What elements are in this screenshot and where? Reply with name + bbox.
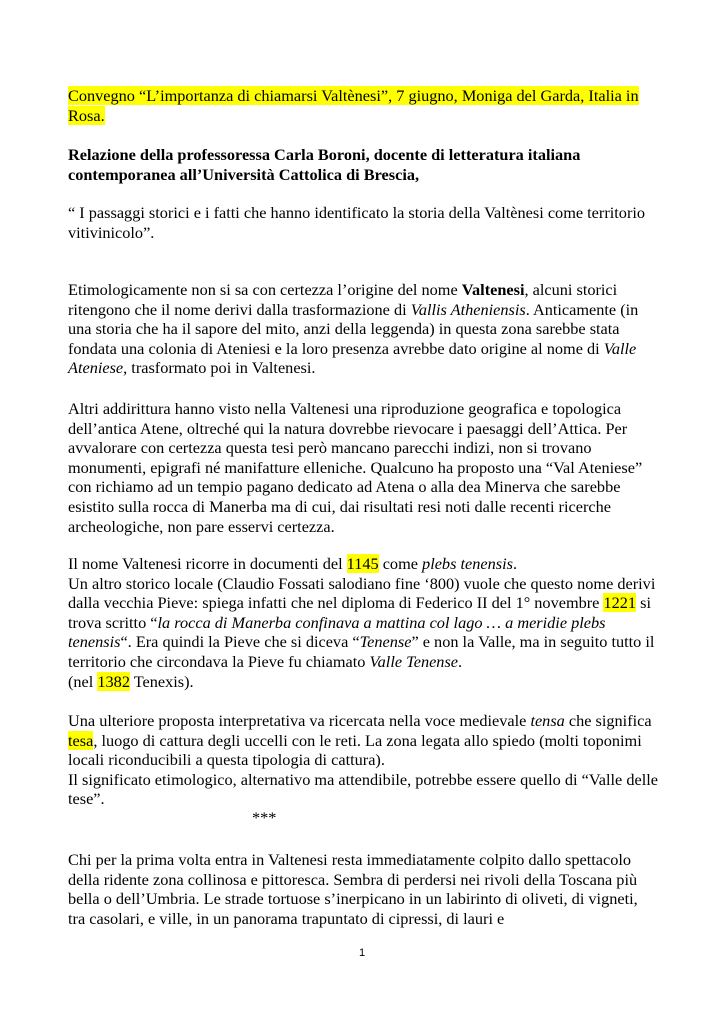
tesa-highlight: tesa	[68, 730, 94, 750]
paragraph-documents: Il nome Valtenesi ricorre in documenti del 1145 come plebs tenensis. Un altro storico locale (Claudio Fossati salodiano fine ‘800) vuole che questo nome derivi dalla vecchia Pieve: spiega infatti che nel diploma di Federico II del 1° novembre 1221 si trova scritto “la rocca di Manerba confinava a mattina col lago … a meridie plebs tenensis“. Era quindi la Pieve che si diceva “Tenense” e non la Valle, ma in seguito tutto il territorio che circondava la Pieve fu chiamato Valle Tenense. (nel 1382 Tenexis).	[68, 554, 656, 691]
section-separator: ***	[252, 808, 277, 827]
tensa-italic: tensa	[530, 711, 565, 730]
paragraph-landscape: Chi per la prima volta entra in Valtenesi resta immediatamente colpito dallo spettacolo della ridente zona collinosa e pittoresca. Sembra di perdersi nei rivoli della Toscana più bella o dell’Umbria. Le strade tortuose s’inerpicano in un labirinto di oliveti, di vigneti, tra casolari, e ville, in un panorama trapuntato di cipressi, di lauri e	[68, 850, 638, 928]
conference-title-highlight: Convegno “L’importanza di chiamarsi Valtènesi”, 7 giugno, Moniga del Garda, Italia in Rosa.	[68, 86, 639, 125]
year-1382: 1382	[97, 671, 130, 691]
talk-title-quote: “ I passaggi storici e i fatti che hanno identificato la storia della Valtènesi come territorio vitivinicolo”.	[68, 203, 646, 242]
paragraph-athens: Altri addirittura hanno visto nella Valtenesi una riproduzione geografica e topologica dell’antica Atene, oltreché qui la natura dovrebbe rievocare i paesaggi dell’Attica. Per avvalorare con certezza questa tesi però mancano parecchi indizi, non si trovano monumenti, epigrafi né manifatture elleniche. Qualcuno ha proposto una “Val Ateniese” con richiamo ad un tempio pagano dedicato ad Atena o alla dea Minerva che sarebbe esistito sulla rocca di Manerba ma di cui, dai risultati resi noti dalle recenti ricerche archeologiche, non pare esservi certezza.	[68, 399, 643, 536]
paragraph-tensa: Una ulteriore proposta interpretativa va ricercata nella voce medievale tensa che significa tesa, luogo di cattura degli uccelli con le reti. La zona legata allo spiedo (molti toponimi locali riconducibili a questa tipologia di cattura). Il significato etimologico, alternativo ma attendibile, potrebbe essere quello di “Valle delle tese”.	[68, 711, 658, 809]
year-1145: 1145	[346, 554, 379, 573]
year-1221: 1221	[603, 593, 637, 613]
page-number: 1	[358, 947, 366, 959]
vallis-atheniensis-italic: Vallis Atheniensis	[410, 299, 526, 319]
paragraph-etymology: Etimologicamente non si sa con certezza l’origine del nome Valtenesi, alcuni storici ritengono che il nome derivi dalla trasformazione di Vallis Atheniensis. Anticamente (in una storia che ha il sapore del mito, anzi della leggenda) in questa zona sarebbe stata fondata una colonia di Ateniesi e la loro presenza avrebbe dato origine al nome di Valle Ateniese, trasformato poi in Valtenesi.	[68, 280, 639, 378]
speaker-heading: Relazione della professoressa Carla Boroni, docente di letteratura italiana contemporanea all’Università Cattolica di Brescia,	[68, 145, 581, 184]
valtenesi-bold: Valtenesi	[461, 280, 525, 299]
valle-ateniese-italic: Valle Ateniese	[68, 338, 637, 378]
conference-title	[68, 86, 658, 125]
